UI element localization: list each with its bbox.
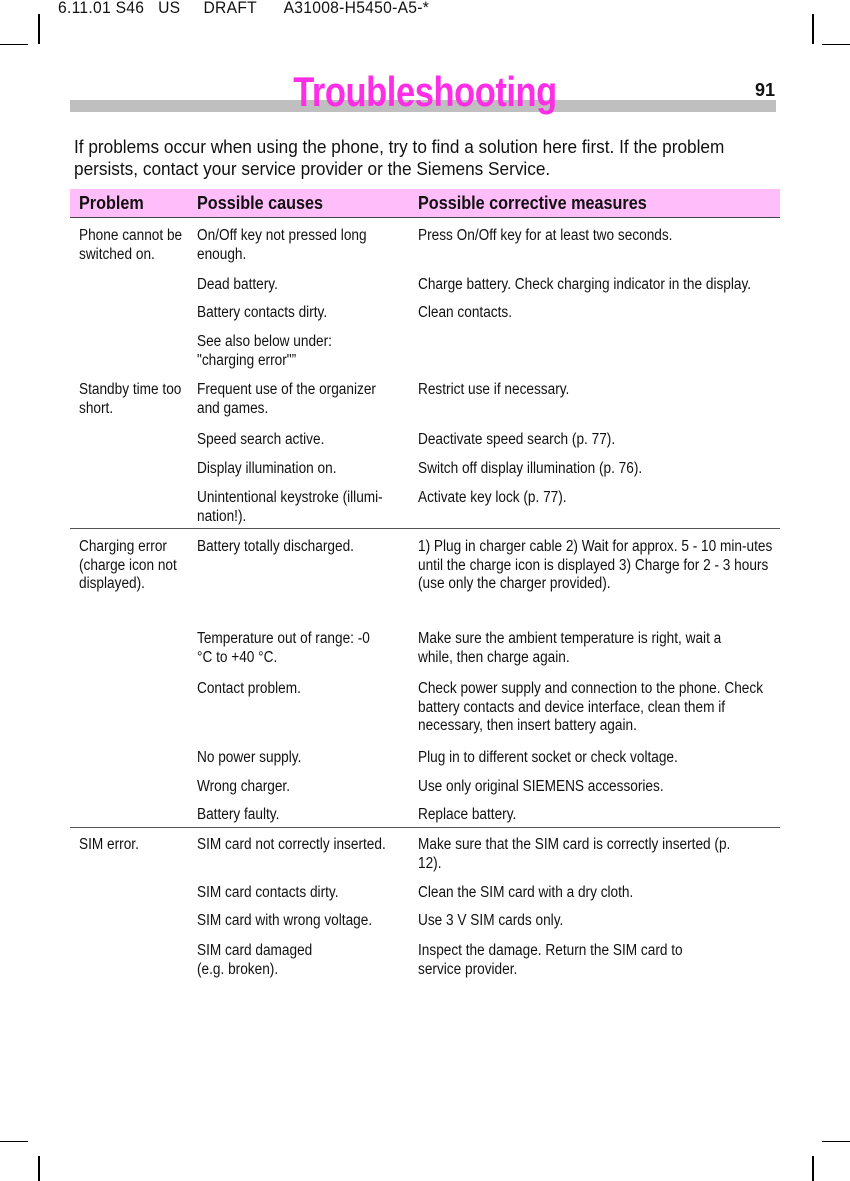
cause-cell: Battery totally discharged.	[197, 538, 354, 555]
measure-cell: 1) Plug in charger cable 2) Wait for approx. 5 - 10 min-utes until the charge icon is displayed 3) Charge for 2 - 3 hours (use only the charger provided).	[418, 538, 773, 592]
intro-paragraph: If problems occur when using the phone, try to find a solution here first. If the problem persists, contact your service provider or the Siemens Service.	[74, 136, 725, 179]
crop-mark	[0, 44, 28, 45]
page-title: Troubleshooting	[293, 68, 557, 115]
page-number: 91	[755, 80, 776, 100]
measure-cell: Plug in to different socket or check voltage.	[418, 749, 678, 766]
measure-cell: Press On/Off key for at least two seconds.	[418, 227, 673, 244]
cause-cell: See also below under: "charging error"”	[197, 333, 332, 369]
measure-cell: Check power supply and connection to the phone. Check battery contacts and device interface, clean them if necessary, then insert battery again.	[418, 680, 764, 734]
crop-mark	[812, 14, 814, 44]
measure-cell: Charge battery. Check charging indicator in the display.	[418, 276, 752, 293]
cause-cell: Contact problem.	[197, 680, 301, 697]
measure-cell: Switch off display illumination (p. 76).	[418, 460, 643, 477]
cause-cell: No power supply.	[197, 749, 302, 766]
cause-cell: Frequent use of the organizer and games.	[197, 381, 376, 417]
table-header	[70, 189, 780, 218]
cause-cell: Battery contacts dirty.	[197, 304, 328, 321]
measure-cell: Use only original SIEMENS accessories.	[418, 778, 664, 795]
cause-cell: On/Off key not pressed long enough.	[197, 227, 367, 263]
measure-cell: Make sure that the SIM card is correctly inserted (p. 12).	[418, 836, 731, 872]
crop-mark	[812, 1156, 814, 1181]
cause-cell: Battery faulty.	[197, 806, 280, 823]
cause-cell: Unintentional keystroke (illumi-nation!).	[197, 489, 383, 525]
crop-mark	[0, 1141, 28, 1142]
cause-cell: Display illumination on.	[197, 460, 337, 477]
cause-cell: SIM card contacts dirty.	[197, 884, 339, 901]
measure-cell: Use 3 V SIM cards only.	[418, 912, 564, 929]
cause-cell: SIM card not correctly inserted.	[197, 836, 386, 853]
cause-cell: SIM card damaged (e.g. broken).	[197, 942, 313, 978]
measure-cell: Restrict use if necessary.	[418, 381, 570, 398]
measure-cell: Clean contacts.	[418, 304, 513, 321]
measure-cell: Make sure the ambient temperature is right, wait a while, then charge again.	[418, 630, 722, 666]
crop-mark	[822, 44, 850, 45]
column-header-problem: Problem	[79, 193, 144, 213]
problem-cell: SIM error.	[79, 836, 139, 853]
crop-mark	[38, 14, 40, 44]
problem-cell: Phone cannot be switched on.	[79, 227, 183, 263]
cause-cell: SIM card with wrong voltage.	[197, 912, 373, 929]
cause-cell: Wrong charger.	[197, 778, 291, 795]
crop-mark	[38, 1156, 40, 1181]
measure-cell: Activate key lock (p. 77).	[418, 489, 567, 506]
measure-cell: Clean the SIM card with a dry cloth.	[418, 884, 634, 901]
cause-cell: Dead battery.	[197, 276, 278, 293]
draft-line: 6.11.01 S46 US DRAFT A31008-H5450-A5-*	[58, 0, 430, 17]
problem-cell: Charging error (charge icon not displayed).	[79, 538, 177, 592]
cause-cell: Speed search active.	[197, 431, 325, 448]
column-header-measures: Possible corrective measures	[418, 193, 647, 213]
column-header-causes: Possible causes	[197, 193, 324, 213]
crop-mark	[822, 1141, 850, 1142]
problem-cell: Standby time too short.	[79, 381, 182, 417]
cause-cell: Temperature out of range: -0 °C to +40 °C.	[197, 630, 370, 666]
section-divider	[70, 827, 780, 828]
measure-cell: Inspect the damage. Return the SIM card to service provider.	[418, 942, 683, 978]
measure-cell: Deactivate speed search (p. 77).	[418, 431, 616, 448]
measure-cell: Replace battery.	[418, 806, 517, 823]
section-divider	[70, 528, 780, 529]
